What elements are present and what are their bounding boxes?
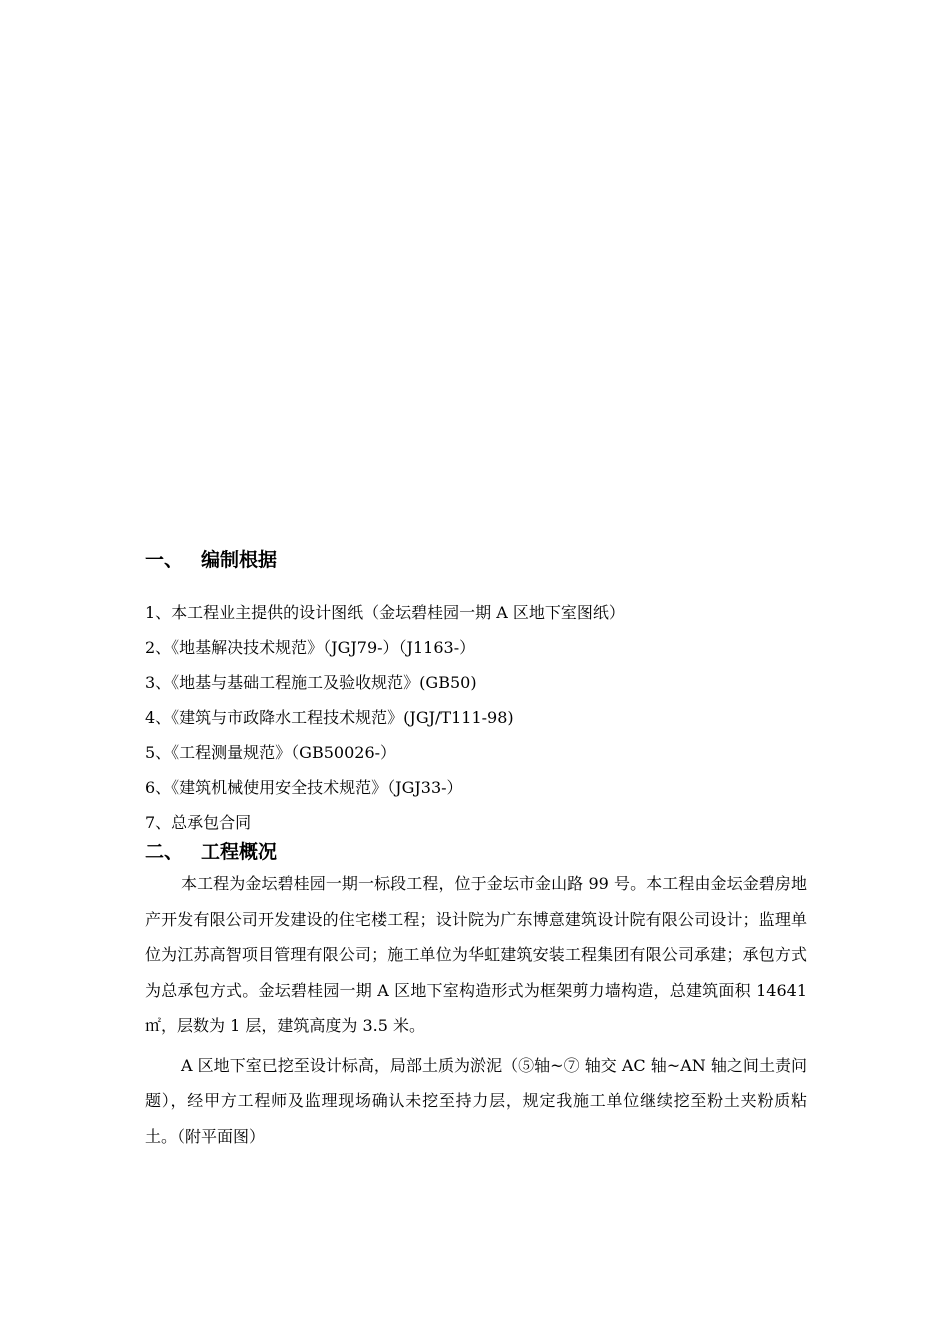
section-title: 工程概况: [201, 841, 278, 863]
section-number: 一、: [145, 549, 184, 571]
list-item: 2、《地基解决技术规范》（JGJ79-）（J1163-）: [145, 638, 476, 657]
section-heading-overview: [145, 838, 807, 866]
list-item: 4、《建筑与市政降水工程技术规范》(JGJ/T111-98): [145, 708, 514, 727]
soil-paragraph: A 区地下室已挖至设计标高，局部土质为淤泥（⑤轴~⑦ 轴交 AC 轴~AN 轴之间土责问题），经甲方工程师及监理现场确认未挖至持力层，规定我施工单位继续挖至粉土夹粉质粘土。（附平面图）: [145, 1055, 807, 1146]
section-heading-basis: [145, 545, 807, 575]
list-item: 7、总承包合同: [145, 813, 252, 832]
section-title: 编制根据: [201, 549, 278, 571]
list-item: 1、本工程业主提供的设计图纸（金坛碧桂园一期 A 区地下室图纸）: [145, 603, 625, 622]
list-item: 6、《建筑机械使用安全技术规范》（JGJ33-）: [145, 778, 463, 797]
basis-list: [145, 595, 807, 840]
list-item: 3、《地基与基础工程施工及验收规范》(GB50): [145, 673, 477, 692]
document-content: [145, 545, 807, 1154]
section-number: 二、: [145, 841, 184, 863]
list-item: 5、《工程测量规范》（GB50026-）: [145, 743, 397, 762]
overview-paragraph: 本工程为金坛碧桂园一期一标段工程，位于金坛市金山路 99 号。本工程由金坛金碧房地产开发有限公司开发建设的住宅楼工程；设计院为广东博意建筑设计院有限公司设计；监理单位为江苏高智项目管理有限公司；施工单位为华虹建筑安装工程集团有限公司承建；承包方式为总承包方式。金坛碧桂园一期 A 区地下室构造形式为框架剪力墙构造，总建筑面积 14641㎡，层数为 1 层，建筑高度为 3.5 米。: [145, 874, 807, 1035]
